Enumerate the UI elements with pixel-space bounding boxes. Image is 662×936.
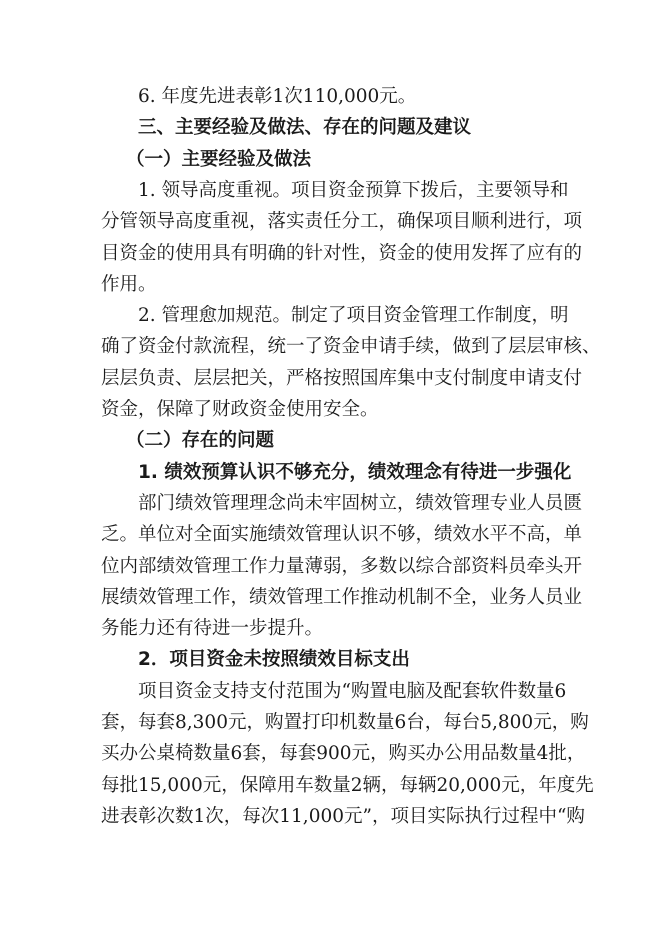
section-heading: 三、主要经验及做法、存在的问题及建议	[138, 117, 472, 138]
paragraph-line: 务能力还有待进一步提升。	[101, 618, 324, 639]
paragraph-line: 部门绩效管理理念尚未牢固树立，绩效管理专业人员匮	[138, 493, 583, 514]
paragraph-line: 确了资金付款流程，统一了资金申请手续，做到了层层审核、	[101, 336, 601, 357]
paragraph-line: 2. 管理愈加规范。制定了项目资金管理工作制度，明	[138, 305, 569, 326]
paragraph-line: 乏。单位对全面实施绩效管理认识不够，绩效水平不高，单	[101, 524, 583, 545]
paragraph-line: 项目资金支持支付范围为“购置电脑及配套软件数量6	[138, 681, 567, 702]
paragraph-line: 位内部绩效管理工作力量薄弱，多数以综合部资料员牵头开	[101, 556, 583, 577]
paragraph-line: 展绩效管理工作，绩效管理工作推动机制不全，业务人员业	[101, 587, 583, 608]
paragraph-line: 目资金的使用具有明确的针对性，资金的使用发挥了应有的	[101, 243, 583, 264]
paragraph-line: 作用。	[101, 274, 157, 295]
paragraph-line: 1. 领导高度重视。项目资金预算下拨后，主要领导和	[138, 180, 569, 201]
paragraph-line: 层层负责、层层把关，严格按照国库集中支付制度申请支付	[101, 368, 583, 389]
subsection-heading: （二）存在的问题	[126, 430, 275, 451]
paragraph-line: 进表彰次数1次，每次11,000元”，项目实际执行过程中“购	[101, 806, 585, 827]
paragraph-line: 套，每套8,300元，购置打印机数量6台，每台5,800元，购	[101, 712, 589, 733]
paragraph-line: 每批15,000元，保障用车数量2辆，每辆20,000元，年度先	[101, 775, 594, 796]
subsection-heading: （一）主要经验及做法	[126, 149, 312, 170]
paragraph-line: 资金，保障了财政资金使用安全。	[101, 399, 379, 420]
item-heading: 1. 绩效预算认识不够充分，绩效理念有待进一步强化	[138, 462, 572, 483]
paragraph-line: 分管领导高度重视，落实责任分工，确保项目顺利进行，项	[101, 211, 583, 232]
paragraph-line: 6. 年度先进表彰1次110,000元。	[138, 86, 417, 107]
paragraph-line: 买办公桌椅数量6套，每套900元，购买办公用品数量4批，	[101, 743, 586, 764]
item-heading: 2．项目资金未按照绩效目标支出	[138, 649, 410, 670]
